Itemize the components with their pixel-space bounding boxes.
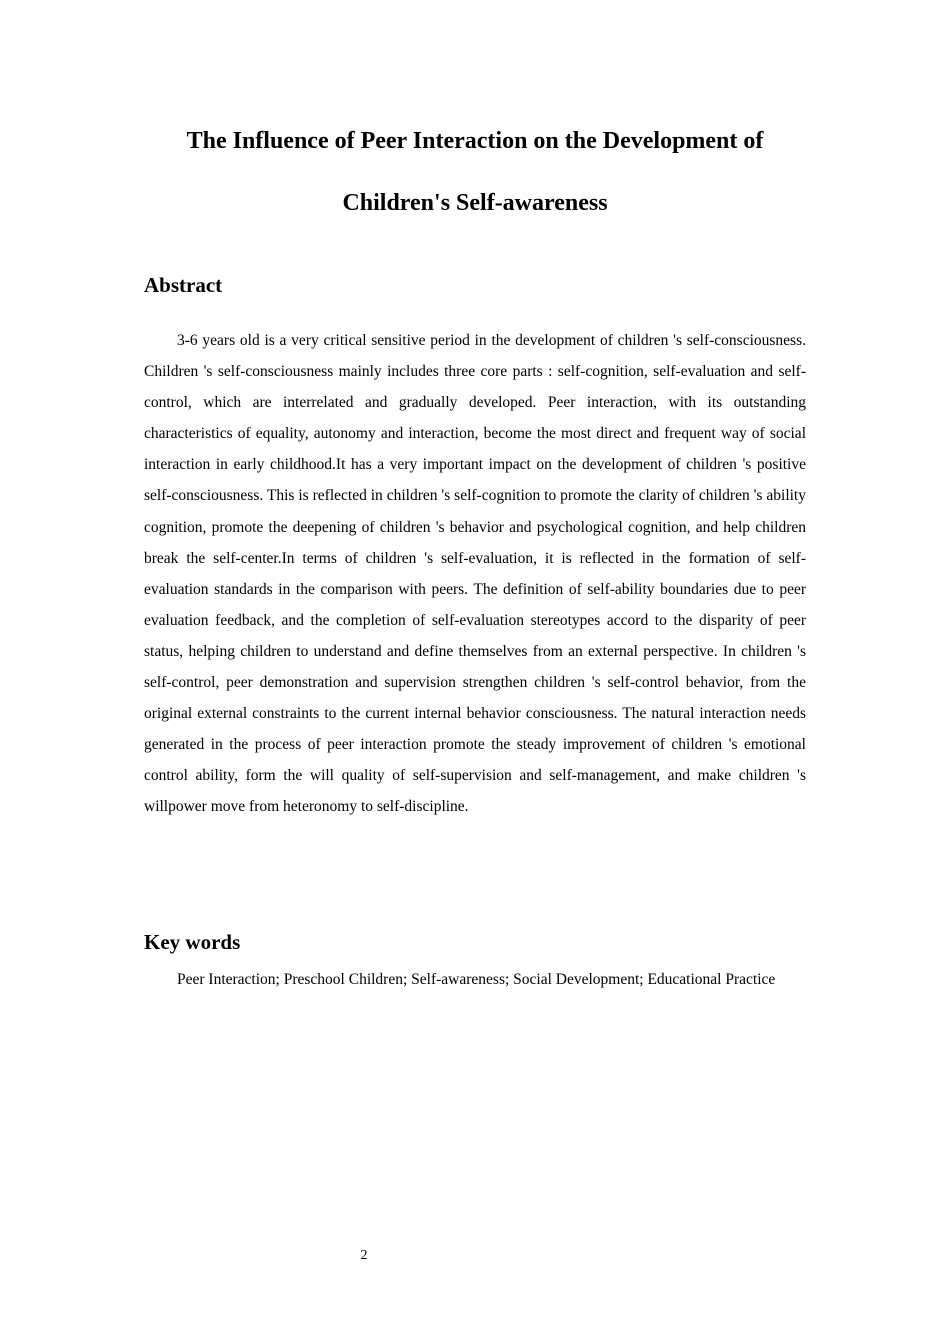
keywords-heading: Key words (144, 930, 241, 954)
abstract-paragraph: 3-6 years old is a very critical sensitive period in the development of children 's self-consciousness. Children 's self-consciousness mainly includes three core parts : self-cognition, self-evaluation and self-control, which are interrelated and gradually developed. Peer interaction, with its outstanding characteristics of equality, autonomy and interaction, become the most direct and frequent way of social interaction in early childhood.It has a very important impact on the development of children 's positive self-consciousness. This is reflected in children 's self-cognition to promote the clarity of children 's ability cognition, promote the deepening of children 's behavior and psychological cognition, and help children break the self-center.In terms of children 's self-evaluation, it is reflected in the formation of self-evaluation standards in the comparison with peers. The definition of self-ability boundaries due to peer evaluation feedback, and the completion of self-evaluation stereotypes accord to the disparity of peer status, helping children to understand and define themselves from an external perspective. In children 's self-control, peer demonstration and supervision strengthen children 's self-control behavior, from the original external constraints to the current internal behavior consciousness. The natural interaction needs generated in the process of peer interaction promote the steady improvement of children 's emotional control ability, form the will quality of self-supervision and self-management, and make children 's willpower move from heteronomy to self-discipline. (144, 332, 806, 816)
paper-title-line-2: Children's Self-awareness (342, 190, 608, 216)
abstract-heading: Abstract (144, 273, 223, 297)
page-number: 2 (360, 1248, 368, 1263)
keywords-paragraph: Peer Interaction; Preschool Children; Self-awareness; Social Development; Educational Practice (177, 971, 776, 988)
paper-title-line-1: The Influence of Peer Interaction on the Development of (186, 128, 764, 154)
